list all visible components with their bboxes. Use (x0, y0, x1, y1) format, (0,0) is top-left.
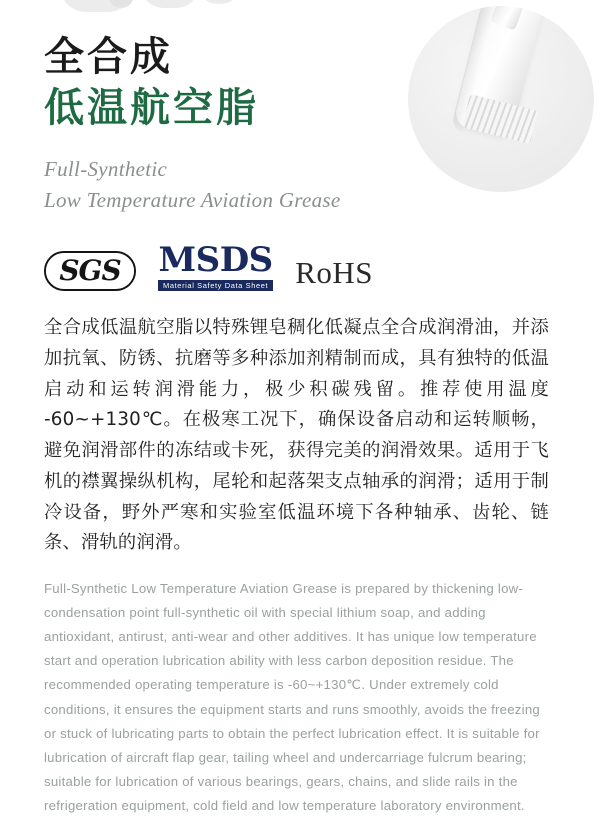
page-subtitle-en-line2: Low Temperature Aviation Grease (44, 187, 341, 212)
msds-label: MSDS (158, 239, 273, 280)
content-column (44, 34, 556, 831)
msds-sublabel: Material Safety Data Sheet (158, 280, 273, 292)
page-subtitle-en-line1: Full-Synthetic (44, 157, 168, 182)
description-en: Full-Synthetic Low Temperature Aviation Grease is prepared by thickening low-condensation point full-synthetic oil with special lithium soap, and adding antioxidant, antirust, anti-wear and other additives. It has unique low temperature start and operation lubrication ability with less carbon deposition residue. The recommended operating temperature is -60~+130℃. Under extremely cold conditions, it ensures the equipment starts and runs smoothly, avoids the freezing or stuck of lubricating parts to obtain the perfect lubrication effect. It is suitable for lubrication of aircraft flap gear, tailing wheel and undercarriage fulcrum bearing; suitable for lubrication of various bearings, gears, chains, and slide rails in the refrigeration equipment, cold field and low temperature laboratory environment. (44, 581, 540, 813)
page-subtitle-en (44, 154, 556, 215)
rohs-certification-icon: RoHS (295, 255, 374, 291)
ornament-shape (196, 0, 242, 4)
description-cn: 全合成低温航空脂以特殊锂皂稠化低凝点全合成润滑油，并添加抗氧、防锈、抗磨等多种添加剂精制而成，具有独特的低温启动和运转润滑能力，极少积碳残留。推荐使用温度 -60~+130℃。在极寒工况下，确保设备启动和运转顺畅，避免润滑部件的冻结或卡死，获得完美的润滑效果。适用于飞机的襟翼操纵机构，尾轮和起落架支点轴承的润滑；适用于制冷设备，野外严寒和实验室低温环境下各种轴承、齿轮、链条、滑轨的润滑。 (44, 317, 549, 554)
ornament-shape (140, 0, 200, 8)
certification-logos (44, 241, 556, 291)
page-title-cn-primary: 全合成 (44, 34, 173, 80)
sgs-badge-cut-left (44, 251, 61, 291)
sgs-badge-cut-right (119, 251, 136, 291)
sgs-certification-icon (44, 251, 136, 291)
sgs-label: SGS (59, 254, 121, 288)
msds-certification-icon (158, 239, 273, 292)
page-title-cn-secondary: 低温航空脂 (44, 85, 259, 132)
